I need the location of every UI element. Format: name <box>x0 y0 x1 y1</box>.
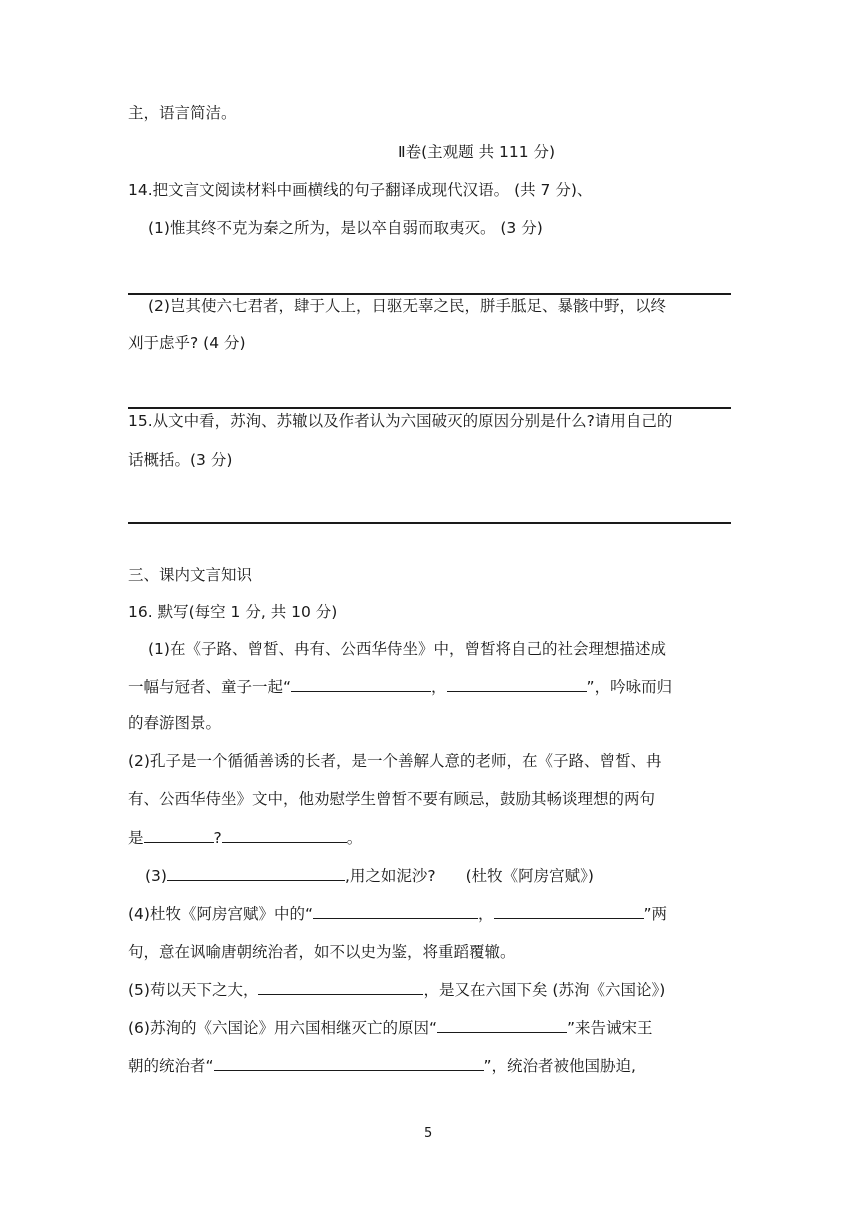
part-3-heading: 三、课内文言知识 <box>128 566 253 584</box>
question-16-6-line2 <box>128 1054 636 1077</box>
fill-blank[interactable] <box>222 826 347 843</box>
text-segment: 。 <box>346 829 363 847</box>
text-segment: (4)杜牧《阿房宫赋》中的“ <box>128 905 313 923</box>
question-16-4-line1 <box>128 902 667 925</box>
fill-blank[interactable] <box>291 675 431 692</box>
text-segment: ”，吟咏而归 <box>586 678 673 696</box>
fill-blank[interactable] <box>214 1054 484 1071</box>
question-16-2-line3 <box>128 826 362 849</box>
answer-line[interactable] <box>128 522 731 524</box>
text-segment: 是 <box>128 829 144 847</box>
question-16-5 <box>128 978 665 1001</box>
text-segment: ， <box>478 905 494 923</box>
question-16-stem: 16. 默写(每空 1 分, 共 10 分) <box>128 603 338 621</box>
text-segment: ”来告诫宋王 <box>567 1019 653 1037</box>
text-segment: ,用之如泥沙? <box>344 867 436 885</box>
text-segment: 一幅与冠者、童子一起“ <box>128 678 292 696</box>
page-number: 5 <box>424 1126 433 1141</box>
question-16-6-line1 <box>128 1016 653 1039</box>
text-segment: (5)苟以天下之大， <box>128 981 259 999</box>
question-14-stem: 14.把文言文阅读材料中画横线的句子翻译成现代汉语。 (共 7 分)、 <box>128 181 593 199</box>
text-segment: ”两 <box>643 905 668 923</box>
text-segment: ”，统治者被他国胁迫, <box>483 1057 636 1075</box>
question-16-1-line2 <box>128 675 672 698</box>
question-15-line1: 15.从文中看，苏洵、苏辙以及作者认为六国破灭的原因分别是什么?请用自己的 <box>128 412 673 430</box>
fill-blank[interactable] <box>437 1016 567 1033</box>
text-line: 主，语言简洁。 <box>128 104 237 122</box>
question-15-line2: 话概括。(3 分) <box>128 451 233 469</box>
text-segment: ， <box>431 678 447 696</box>
section-title: Ⅱ卷(主观题 共 111 分) <box>398 143 556 161</box>
fill-blank[interactable] <box>258 978 423 995</box>
question-14-2-line2: 刈于虑乎? (4 分) <box>128 334 246 352</box>
text-segment: ? <box>213 829 222 847</box>
question-14-2-line1: (2)岂其使六七君者，肆于人上，日驱无辜之民，胼手胝足、暴骸中野，以终 <box>148 297 666 315</box>
fill-blank[interactable] <box>313 902 478 919</box>
text-segment: (3) <box>145 867 167 885</box>
source-citation: (杜牧《阿房宫赋》) <box>465 867 594 885</box>
question-16-1-line1: (1)在《子路、曾皙、冉有、公西华侍坐》中，曾皙将自己的社会理想描述成 <box>148 640 666 658</box>
question-16-3 <box>145 864 594 887</box>
answer-line[interactable] <box>128 407 731 409</box>
question-16-2-line2: 有、公西华侍坐》文中，他劝慰学生曾皙不要有顾忌，鼓励其畅谈理想的两句 <box>128 790 656 808</box>
text-segment: 朝的统治者“ <box>128 1057 214 1075</box>
text-segment: ，是又在六国下矣 (苏洵《六国论》) <box>423 981 666 999</box>
fill-blank[interactable] <box>144 826 214 843</box>
text-segment: (6)苏洵的《六国论》用六国相继灭亡的原因“ <box>128 1019 437 1037</box>
question-16-4-line2: 句，意在讽喻唐朝统治者，如不以史为鉴，将重蹈覆辙。 <box>128 943 516 961</box>
fill-blank[interactable] <box>494 902 644 919</box>
question-16-2-line1: (2)孔子是一个循循善诱的长者，是一个善解人意的老师，在《子路、曾皙、冉 <box>128 752 662 770</box>
fill-blank[interactable] <box>167 864 345 881</box>
question-16-1-line3: 的春游图景。 <box>128 714 222 732</box>
question-14-1: (1)惟其终不克为秦之所为，是以卒自弱而取夷灭。 (3 分) <box>148 219 543 237</box>
fill-blank[interactable] <box>447 675 587 692</box>
